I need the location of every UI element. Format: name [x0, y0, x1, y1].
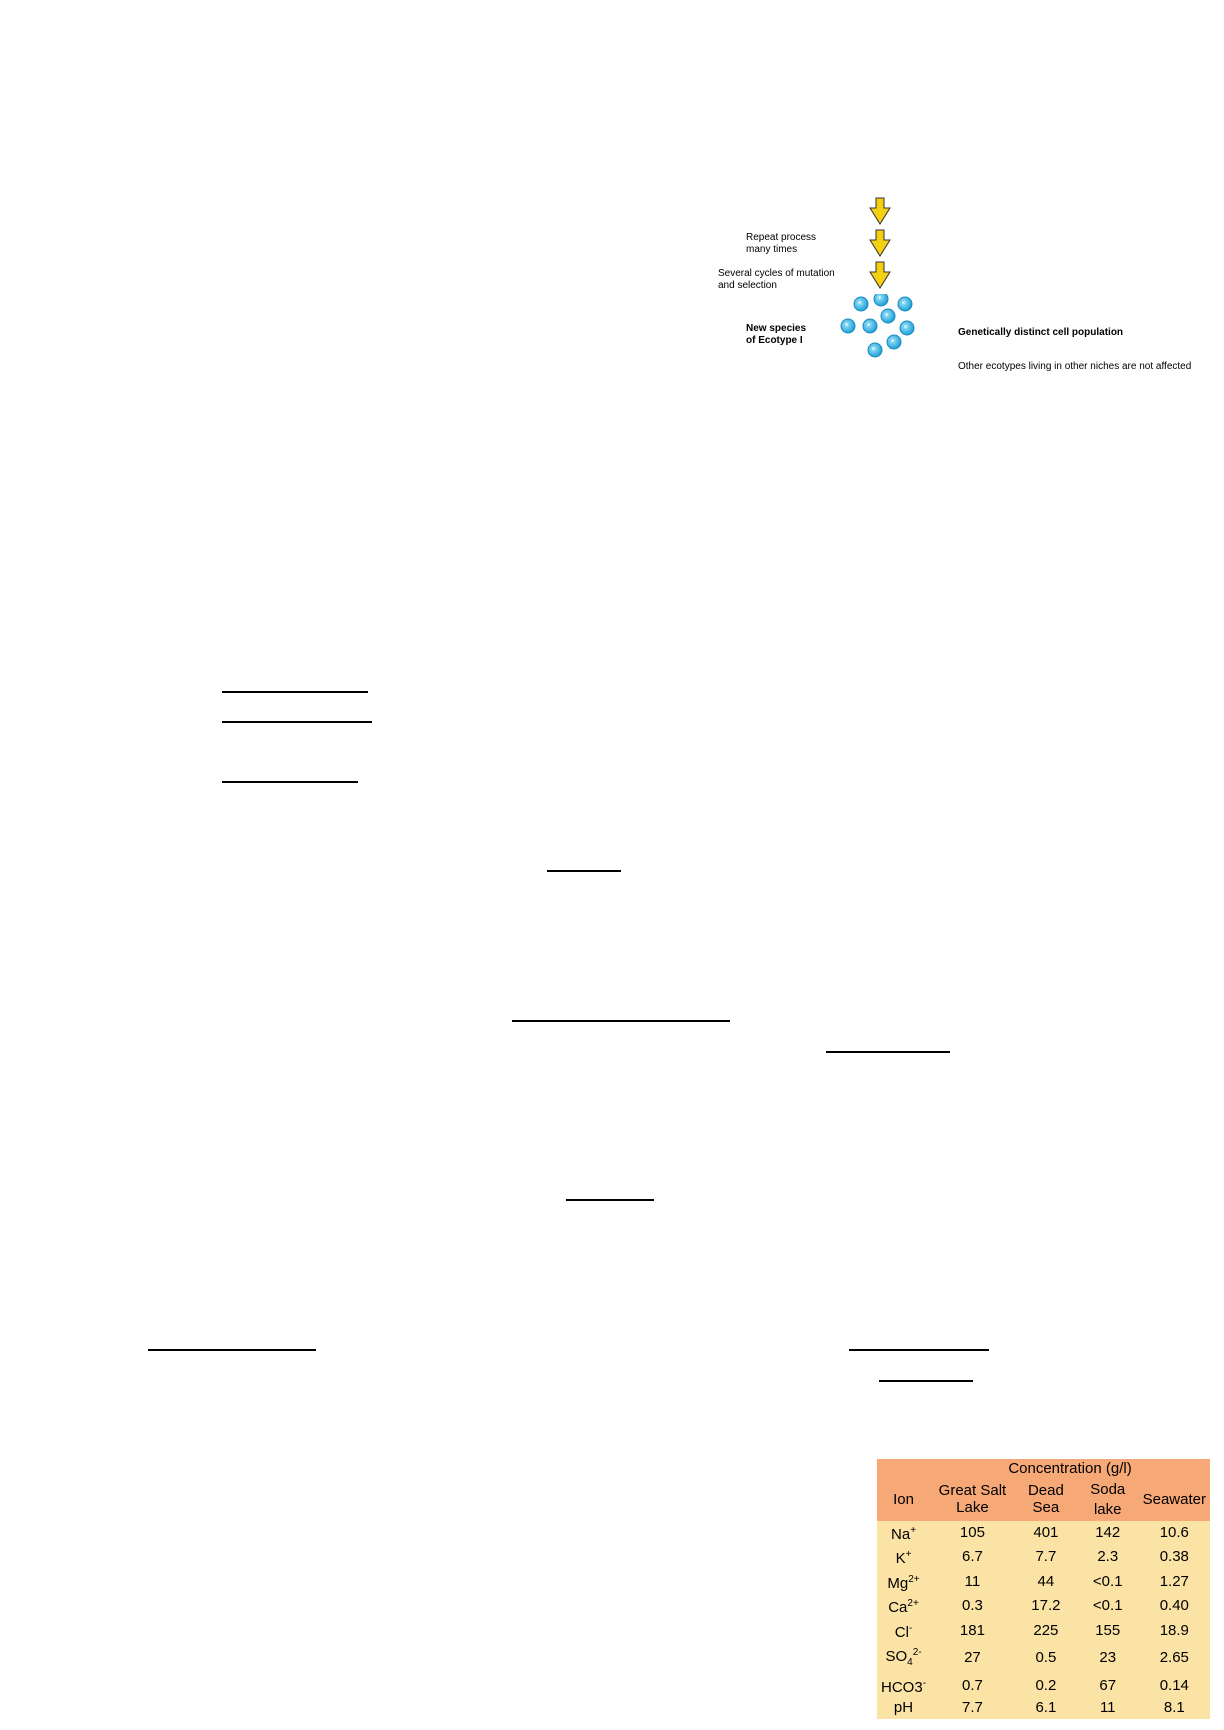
value-cell: 2.3 — [1097, 1548, 1119, 1565]
value-cell: 44 — [1037, 1572, 1055, 1590]
answer-line — [222, 691, 368, 693]
table-row — [877, 1619, 1210, 1644]
arrow-stack — [866, 196, 894, 292]
ion-cell — [877, 1619, 930, 1644]
ion-cell — [877, 1570, 930, 1595]
value-cell: 155 — [1095, 1621, 1121, 1639]
table-row — [877, 1674, 1210, 1699]
ion-symbol: Mg — [887, 1574, 909, 1592]
ion-charge: 2- — [912, 1647, 922, 1658]
down-arrow-icon — [870, 262, 890, 288]
table-body — [877, 1521, 1210, 1719]
value-cell: <0.1 — [1092, 1597, 1123, 1614]
column-header: Seawater — [1142, 1490, 1206, 1508]
down-arrow-icon — [870, 230, 890, 256]
answer-line — [547, 870, 621, 872]
ion-symbol: Cl — [894, 1623, 909, 1641]
ion-cell — [877, 1545, 930, 1570]
table-row — [877, 1570, 1210, 1595]
value-cell: 0.7 — [962, 1676, 983, 1694]
value-cell: 8.1 — [1163, 1699, 1185, 1716]
value-cell: 7.7 — [1035, 1548, 1057, 1565]
cell-icon — [868, 343, 882, 357]
answer-line — [148, 1349, 316, 1351]
value-cell: 181 — [959, 1621, 985, 1639]
answer-line — [879, 1380, 973, 1382]
cell-population — [836, 294, 916, 372]
other-ecotypes-label: Other ecotypes living in other niches are not affected — [958, 361, 1192, 372]
value-cell: 67 — [1099, 1676, 1117, 1694]
answer-line — [849, 1349, 989, 1351]
value-cell: 27 — [964, 1649, 981, 1666]
ion-cell — [877, 1698, 930, 1719]
ion-charge: - — [922, 1677, 927, 1689]
distinct-population-label: Genetically distinct cell population — [958, 327, 1124, 338]
ion-symbol: K — [895, 1550, 906, 1567]
cell-icon — [863, 319, 877, 333]
value-cell: 142 — [1095, 1523, 1121, 1541]
down-arrow-icon — [870, 198, 890, 224]
ion-cell — [877, 1674, 930, 1699]
value-cell: 10.6 — [1159, 1523, 1189, 1541]
table-row — [877, 1698, 1210, 1719]
value-cell: 7.7 — [962, 1699, 983, 1716]
cell-icon — [874, 294, 888, 306]
answer-line — [566, 1199, 654, 1201]
value-cell: 105 — [959, 1523, 985, 1541]
table-group-header-row — [877, 1459, 1210, 1480]
value-cell: 1.27 — [1159, 1572, 1189, 1590]
repeat-label: Repeat process many times — [746, 232, 817, 255]
ion-concentration-table — [877, 1459, 1210, 1719]
value-cell: 0.3 — [962, 1597, 983, 1614]
column-header: Great Salt Lake — [938, 1482, 1007, 1516]
cell-icon — [854, 297, 868, 311]
column-header: Ion — [893, 1490, 914, 1508]
cell-icon — [900, 321, 914, 335]
ion-subscript: 4 — [907, 1657, 913, 1668]
answer-line — [222, 781, 358, 783]
new-species-label: New species of Ecotype I — [746, 323, 807, 346]
ion-symbol: SO — [885, 1648, 908, 1665]
value-cell: 6.7 — [962, 1548, 983, 1565]
value-cell: 0.38 — [1159, 1548, 1189, 1565]
ion-charge: + — [910, 1524, 917, 1536]
value-cell: 17.2 — [1031, 1597, 1061, 1614]
column-header: Dead Sea — [1027, 1482, 1064, 1516]
ion-symbol: Ca — [888, 1599, 908, 1616]
value-cell: 401 — [1033, 1523, 1059, 1541]
ion-symbol: pH — [893, 1699, 914, 1716]
cell-icon — [841, 319, 855, 333]
table-row — [877, 1545, 1210, 1570]
table-row — [877, 1594, 1210, 1619]
ion-cell — [877, 1643, 930, 1674]
value-cell: 225 — [1033, 1621, 1059, 1639]
table-row — [877, 1521, 1210, 1546]
value-cell: 18.9 — [1159, 1621, 1189, 1639]
value-cell: 0.5 — [1035, 1649, 1057, 1666]
answer-line — [222, 721, 372, 723]
value-cell: 11 — [964, 1572, 981, 1590]
ion-symbol: HCO3 — [881, 1678, 923, 1696]
value-cell: 0.14 — [1159, 1676, 1189, 1694]
cycles-label: Several cycles of mutation and selection — [718, 268, 835, 291]
column-header: Soda lake — [1090, 1480, 1126, 1518]
cell-icon — [898, 297, 912, 311]
ion-cell — [877, 1594, 930, 1619]
table-header-row — [877, 1480, 1210, 1521]
ion-symbol: Na — [891, 1525, 911, 1543]
value-cell: 0.2 — [1035, 1676, 1057, 1694]
ion-cell — [877, 1521, 930, 1546]
answer-line — [512, 1020, 730, 1022]
group-header: Concentration (g/l) — [1008, 1460, 1132, 1477]
cell-icon — [881, 309, 895, 323]
ion-charge: 2+ — [907, 1598, 919, 1609]
cell-icon — [887, 335, 901, 349]
value-cell: 0.40 — [1159, 1597, 1189, 1614]
answer-line — [826, 1051, 950, 1053]
value-cell: 23 — [1099, 1649, 1117, 1666]
ion-charge: 2+ — [908, 1573, 920, 1585]
value-cell: 11 — [1099, 1699, 1116, 1716]
ion-charge: + — [905, 1549, 912, 1560]
value-cell: <0.1 — [1092, 1572, 1123, 1590]
ion-charge: - — [908, 1622, 913, 1634]
table-header — [877, 1459, 1210, 1521]
value-cell: 2.65 — [1159, 1649, 1189, 1666]
table-row — [877, 1643, 1210, 1674]
value-cell: 6.1 — [1035, 1699, 1057, 1716]
